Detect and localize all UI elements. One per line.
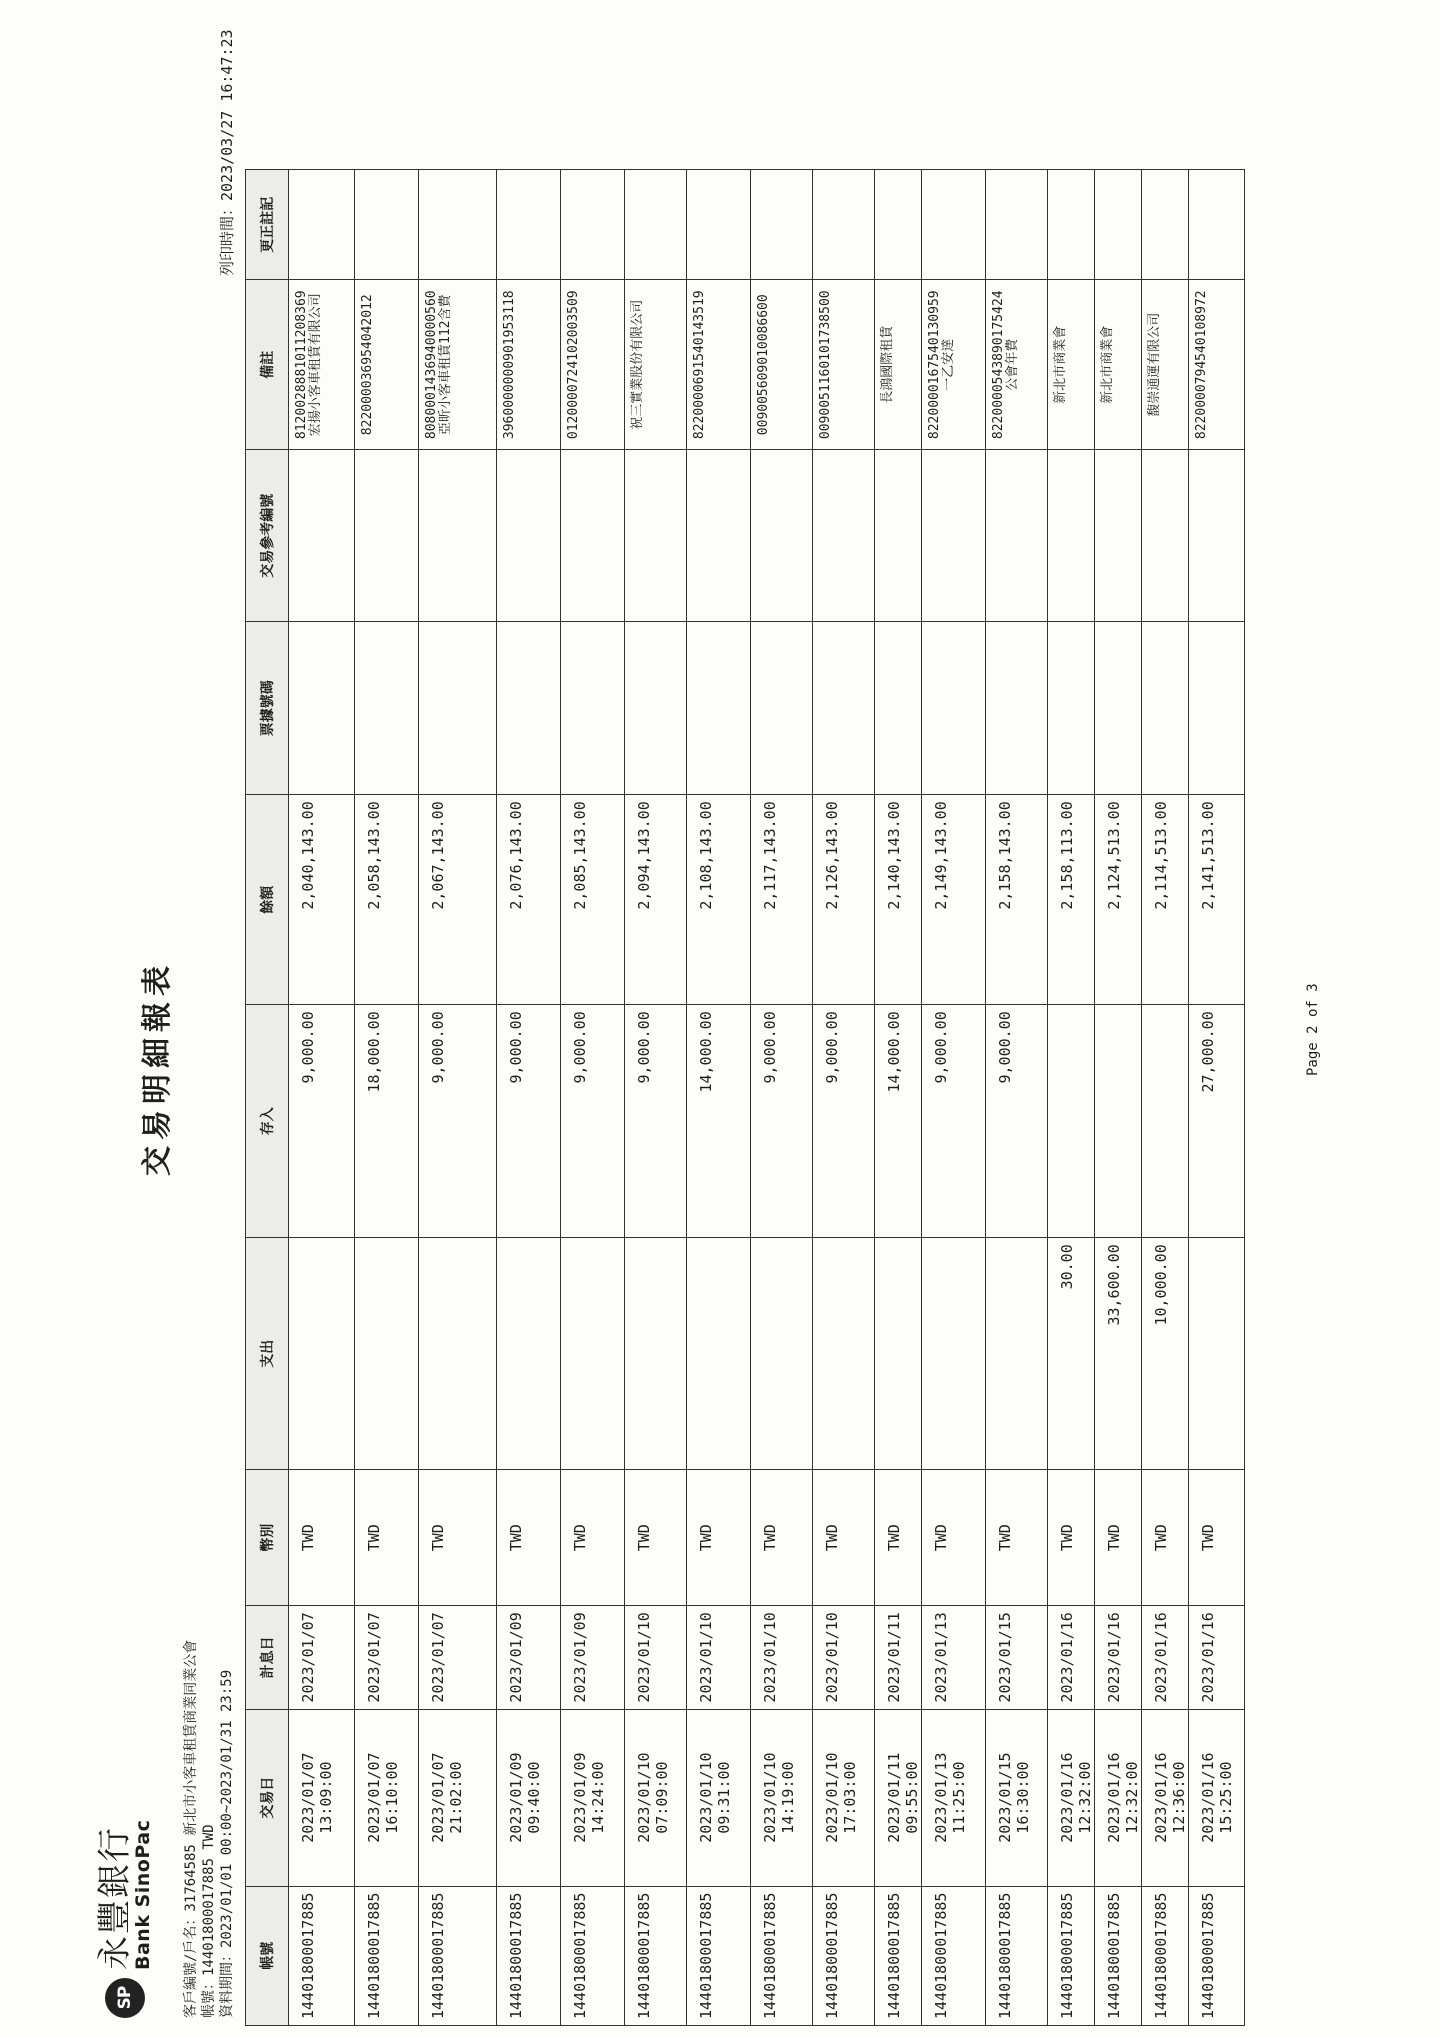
ref-cell bbox=[561, 450, 625, 622]
correction-cell bbox=[625, 170, 687, 280]
memo-cell: 822000016754013095​9一乙安達 bbox=[922, 280, 986, 450]
cheque-cell bbox=[419, 622, 497, 795]
credit-cell: 9,000.00 bbox=[922, 1005, 986, 1238]
credit-cell bbox=[1095, 1005, 1142, 1238]
correction-cell bbox=[813, 170, 875, 280]
balance-cell: 2,158,143.00 bbox=[986, 795, 1048, 1005]
cheque-cell bbox=[1095, 622, 1142, 795]
table-row bbox=[1189, 170, 1245, 2026]
currency-cell: TWD bbox=[922, 1470, 986, 1606]
table-row bbox=[922, 170, 986, 2026]
account-cell: 14401800017885 bbox=[355, 1886, 419, 2025]
balance-cell: 2,140,143.00 bbox=[875, 795, 922, 1005]
debit-cell: 30.00 bbox=[1048, 1238, 1095, 1470]
table-row bbox=[419, 170, 497, 2026]
balance-cell: 2,149,143.00 bbox=[922, 795, 986, 1005]
txn-date-cell: 2023/01/10 17:03:00 bbox=[813, 1709, 875, 1886]
correction-cell bbox=[355, 170, 419, 280]
table-row bbox=[355, 170, 419, 2026]
ref-cell bbox=[1048, 450, 1095, 622]
credit-cell: 14,000.00 bbox=[875, 1005, 922, 1238]
balance-cell: 2,076,143.00 bbox=[497, 795, 561, 1005]
table-row bbox=[986, 170, 1048, 2026]
table-row bbox=[751, 170, 813, 2026]
debit-cell bbox=[687, 1238, 751, 1470]
txn-date-cell: 2023/01/16 15:25:00 bbox=[1189, 1709, 1245, 1886]
value-date-cell: 2023/01/16 bbox=[1189, 1606, 1245, 1709]
memo-cell: 新北市商業會 bbox=[1048, 280, 1095, 450]
cheque-cell bbox=[751, 622, 813, 795]
txn-date-cell: 2023/01/07 13:09:00 bbox=[289, 1709, 355, 1886]
value-date-cell: 2023/01/07 bbox=[355, 1606, 419, 1709]
correction-cell bbox=[1142, 170, 1189, 280]
table-row bbox=[1048, 170, 1095, 2026]
memo-cell: 新北市商業會 bbox=[1095, 280, 1142, 450]
currency-cell: TWD bbox=[813, 1470, 875, 1606]
correction-cell bbox=[875, 170, 922, 280]
cheque-cell bbox=[986, 622, 1048, 795]
ref-cell bbox=[625, 450, 687, 622]
currency-cell: TWD bbox=[986, 1470, 1048, 1606]
account-cell: 14401800017885 bbox=[497, 1886, 561, 2025]
cheque-cell bbox=[922, 622, 986, 795]
currency-cell: TWD bbox=[1189, 1470, 1245, 1606]
balance-cell: 2,067,143.00 bbox=[419, 795, 497, 1005]
currency-cell: TWD bbox=[355, 1470, 419, 1606]
credit-cell: 9,000.00 bbox=[986, 1005, 1048, 1238]
ref-cell bbox=[986, 450, 1048, 622]
ref-cell bbox=[1095, 450, 1142, 622]
ref-cell bbox=[1142, 450, 1189, 622]
account-cell: 14401800017885 bbox=[419, 1886, 497, 2025]
transaction-table bbox=[245, 169, 1245, 2026]
balance-cell: 2,124,513.00 bbox=[1095, 795, 1142, 1005]
correction-cell bbox=[751, 170, 813, 280]
credit-cell: 9,000.00 bbox=[751, 1005, 813, 1238]
ref-cell bbox=[922, 450, 986, 622]
period-line: 資料期間：2023/01/01 00:00~2023/01/31 23:59 bbox=[219, 1669, 235, 2018]
account-cell: 14401800017885 bbox=[289, 1886, 355, 2025]
correction-cell bbox=[687, 170, 751, 280]
cheque-cell bbox=[561, 622, 625, 795]
bank-name-english: Bank SinoPac bbox=[131, 1819, 154, 1970]
cheque-cell bbox=[289, 622, 355, 795]
txn-date-cell: 2023/01/10 14:19:00 bbox=[751, 1709, 813, 1886]
correction-cell bbox=[419, 170, 497, 280]
credit-cell: 9,000.00 bbox=[497, 1005, 561, 1238]
value-date-cell: 2023/01/13 bbox=[922, 1606, 986, 1709]
value-date-cell: 2023/01/11 bbox=[875, 1606, 922, 1709]
ref-cell bbox=[289, 450, 355, 622]
currency-cell: TWD bbox=[1142, 1470, 1189, 1606]
memo-cell: 009005116010173850​0 bbox=[813, 280, 875, 450]
txn-date-cell: 2023/01/10 07:09:00 bbox=[625, 1709, 687, 1886]
account-cell: 14401800017885 bbox=[625, 1886, 687, 2025]
account-cell: 14401800017885 bbox=[1142, 1886, 1189, 2025]
correction-cell bbox=[1095, 170, 1142, 280]
account-cell: 14401800017885 bbox=[875, 1886, 922, 2025]
bank-logo bbox=[95, 1820, 155, 2018]
account-cell: 14401800017885 bbox=[1189, 1886, 1245, 2025]
value-date-cell: 2023/01/10 bbox=[625, 1606, 687, 1709]
debit-cell bbox=[419, 1238, 497, 1470]
currency-cell: TWD bbox=[625, 1470, 687, 1606]
column-header: 幣別 bbox=[246, 1470, 289, 1606]
value-date-cell: 2023/01/07 bbox=[289, 1606, 355, 1709]
table-row bbox=[1142, 170, 1189, 2026]
credit-cell bbox=[1048, 1005, 1095, 1238]
account-cell: 14401800017885 bbox=[751, 1886, 813, 2025]
value-date-cell: 2023/01/16 bbox=[1048, 1606, 1095, 1709]
txn-date-cell: 2023/01/16 12:32:00 bbox=[1048, 1709, 1095, 1886]
txn-date-cell: 2023/01/11 09:55:00 bbox=[875, 1709, 922, 1886]
ref-cell bbox=[419, 450, 497, 622]
debit-cell bbox=[813, 1238, 875, 1470]
debit-cell bbox=[289, 1238, 355, 1470]
cheque-cell bbox=[687, 622, 751, 795]
cheque-cell bbox=[1142, 622, 1189, 795]
account-info bbox=[182, 1640, 236, 2018]
account-cell: 14401800017885 bbox=[986, 1886, 1048, 2025]
bank-name-chinese: 永豐銀行 bbox=[94, 1826, 135, 1970]
debit-cell bbox=[625, 1238, 687, 1470]
table-row bbox=[289, 170, 355, 2026]
ref-cell bbox=[875, 450, 922, 622]
table-row bbox=[561, 170, 625, 2026]
balance-cell: 2,141,513.00 bbox=[1189, 795, 1245, 1005]
table-row bbox=[875, 170, 922, 2026]
account-cell: 14401800017885 bbox=[1048, 1886, 1095, 2025]
correction-cell bbox=[922, 170, 986, 280]
currency-cell: TWD bbox=[561, 1470, 625, 1606]
memo-cell: 822000069154014351​9 bbox=[687, 280, 751, 450]
column-header: 票據號碼 bbox=[246, 622, 289, 795]
txn-date-cell: 2023/01/16 12:36:00 bbox=[1142, 1709, 1189, 1886]
correction-cell bbox=[289, 170, 355, 280]
column-header: 更正註記 bbox=[246, 170, 289, 280]
ref-cell bbox=[497, 450, 561, 622]
memo-cell: 822000079454010897​2 bbox=[1189, 280, 1245, 450]
currency-cell: TWD bbox=[687, 1470, 751, 1606]
txn-date-cell: 2023/01/16 12:32:00 bbox=[1095, 1709, 1142, 1886]
txn-date-cell: 2023/01/10 09:31:00 bbox=[687, 1709, 751, 1886]
cheque-cell bbox=[1189, 622, 1245, 795]
report-title: 交易明細報表 bbox=[140, 960, 175, 1176]
memo-cell: 81200288810112083​69宏揚小客車租賃有限公司 bbox=[289, 280, 355, 450]
ref-cell bbox=[355, 450, 419, 622]
correction-cell bbox=[1189, 170, 1245, 280]
debit-cell bbox=[875, 1238, 922, 1470]
debit-cell bbox=[986, 1238, 1048, 1470]
correction-cell bbox=[497, 170, 561, 280]
memo-cell: 009005609010086600 bbox=[751, 280, 813, 450]
balance-cell: 2,040,143.00 bbox=[289, 795, 355, 1005]
table-row bbox=[625, 170, 687, 2026]
credit-cell: 9,000.00 bbox=[419, 1005, 497, 1238]
value-date-cell: 2023/01/09 bbox=[497, 1606, 561, 1709]
ref-cell bbox=[751, 450, 813, 622]
cheque-cell bbox=[497, 622, 561, 795]
column-header: 存入 bbox=[246, 1005, 289, 1238]
column-header: 帳號 bbox=[246, 1886, 289, 2025]
txn-date-cell: 2023/01/07 21:02:00 bbox=[419, 1709, 497, 1886]
value-date-cell: 2023/01/09 bbox=[561, 1606, 625, 1709]
value-date-cell: 2023/01/10 bbox=[687, 1606, 751, 1709]
credit-cell: 27,000.00 bbox=[1189, 1005, 1245, 1238]
value-date-cell: 2023/01/10 bbox=[813, 1606, 875, 1709]
txn-date-cell: 2023/01/07 16:10:00 bbox=[355, 1709, 419, 1886]
debit-cell bbox=[561, 1238, 625, 1470]
balance-cell: 2,094,143.00 bbox=[625, 795, 687, 1005]
memo-cell: 80800014369400005​60亞昕小客車租賃112含費 bbox=[419, 280, 497, 450]
balance-cell: 2,108,143.00 bbox=[687, 795, 751, 1005]
txn-date-cell: 2023/01/15 16:30:00 bbox=[986, 1709, 1048, 1886]
debit-cell bbox=[497, 1238, 561, 1470]
table-row bbox=[1095, 170, 1142, 2026]
currency-cell: TWD bbox=[751, 1470, 813, 1606]
cheque-cell bbox=[1048, 622, 1095, 795]
debit-cell bbox=[922, 1238, 986, 1470]
column-header: 支出 bbox=[246, 1238, 289, 1470]
txn-date-cell: 2023/01/09 14:24:00 bbox=[561, 1709, 625, 1886]
balance-cell: 2,085,143.00 bbox=[561, 795, 625, 1005]
currency-cell: TWD bbox=[1048, 1470, 1095, 1606]
account-cell: 14401800017885 bbox=[922, 1886, 986, 2025]
table-header-row bbox=[246, 170, 289, 2026]
debit-cell bbox=[751, 1238, 813, 1470]
account-line: 帳號：14401800017885 TWD bbox=[201, 1824, 217, 2018]
credit-cell: 9,000.00 bbox=[289, 1005, 355, 1238]
column-header: 計息日 bbox=[246, 1606, 289, 1709]
currency-cell: TWD bbox=[419, 1470, 497, 1606]
table-row bbox=[497, 170, 561, 2026]
ref-cell bbox=[1189, 450, 1245, 622]
memo-cell: 012000072410200350​9 bbox=[561, 280, 625, 450]
cheque-cell bbox=[355, 622, 419, 795]
transaction-rows bbox=[289, 170, 1245, 2026]
account-cell: 14401800017885 bbox=[813, 1886, 875, 2025]
table-row bbox=[813, 170, 875, 2026]
cheque-cell bbox=[813, 622, 875, 795]
column-header: 餘額 bbox=[246, 795, 289, 1005]
table-row bbox=[687, 170, 751, 2026]
ref-cell bbox=[813, 450, 875, 622]
txn-date-cell: 2023/01/13 11:25:00 bbox=[922, 1709, 986, 1886]
column-header: 交易參考編號 bbox=[246, 450, 289, 622]
correction-cell bbox=[561, 170, 625, 280]
credit-cell: 14,000.00 bbox=[687, 1005, 751, 1238]
debit-cell bbox=[1189, 1238, 1245, 1470]
value-date-cell: 2023/01/07 bbox=[419, 1606, 497, 1709]
ref-cell bbox=[687, 450, 751, 622]
value-date-cell: 2023/01/16 bbox=[1095, 1606, 1142, 1709]
cheque-cell bbox=[625, 622, 687, 795]
memo-cell: 長鴻國際租賃 bbox=[875, 280, 922, 450]
memo-cell: 馥崇通運有限公司 bbox=[1142, 280, 1189, 450]
balance-cell: 2,126,143.00 bbox=[813, 795, 875, 1005]
balance-cell: 2,114,513.00 bbox=[1142, 795, 1189, 1005]
value-date-cell: 2023/01/16 bbox=[1142, 1606, 1189, 1709]
currency-cell: TWD bbox=[497, 1470, 561, 1606]
debit-cell: 33,600.00 bbox=[1095, 1238, 1142, 1470]
credit-cell: 9,000.00 bbox=[561, 1005, 625, 1238]
balance-cell: 2,117,143.00 bbox=[751, 795, 813, 1005]
account-cell: 14401800017885 bbox=[687, 1886, 751, 2025]
currency-cell: TWD bbox=[875, 1470, 922, 1606]
correction-cell bbox=[986, 170, 1048, 280]
page-number: Page 2 of 3 bbox=[1305, 983, 1321, 1076]
credit-cell bbox=[1142, 1005, 1189, 1238]
sinopac-logo-icon: SP bbox=[105, 1978, 145, 2018]
print-time: 列印時間：2023/03/27 16:47:23 bbox=[218, 29, 236, 276]
credit-cell: 9,000.00 bbox=[625, 1005, 687, 1238]
value-date-cell: 2023/01/10 bbox=[751, 1606, 813, 1709]
cheque-cell bbox=[875, 622, 922, 795]
account-cell: 14401800017885 bbox=[1095, 1886, 1142, 2025]
account-cell: 14401800017885 bbox=[561, 1886, 625, 2025]
credit-cell: 9,000.00 bbox=[813, 1005, 875, 1238]
column-header: 備註 bbox=[246, 280, 289, 450]
currency-cell: TWD bbox=[289, 1470, 355, 1606]
correction-cell bbox=[1048, 170, 1095, 280]
txn-date-cell: 2023/01/09 09:40:00 bbox=[497, 1709, 561, 1886]
balance-cell: 2,058,143.00 bbox=[355, 795, 419, 1005]
memo-cell: 822000036954042012 bbox=[355, 280, 419, 450]
column-header: 交易日 bbox=[246, 1709, 289, 1886]
debit-cell: 10,000.00 bbox=[1142, 1238, 1189, 1470]
memo-cell: 396000000090195311​8 bbox=[497, 280, 561, 450]
customer-line: 客戶編號/戶名：31764585 新北市小客車租賃商業同業公會 bbox=[183, 1639, 199, 2018]
memo-cell: 祝三實業股份有限公司 bbox=[625, 280, 687, 450]
memo-cell: 822000054389017542​4公會年費 bbox=[986, 280, 1048, 450]
balance-cell: 2,158,113.00 bbox=[1048, 795, 1095, 1005]
debit-cell bbox=[355, 1238, 419, 1470]
value-date-cell: 2023/01/15 bbox=[986, 1606, 1048, 1709]
credit-cell: 18,000.00 bbox=[355, 1005, 419, 1238]
currency-cell: TWD bbox=[1095, 1470, 1142, 1606]
